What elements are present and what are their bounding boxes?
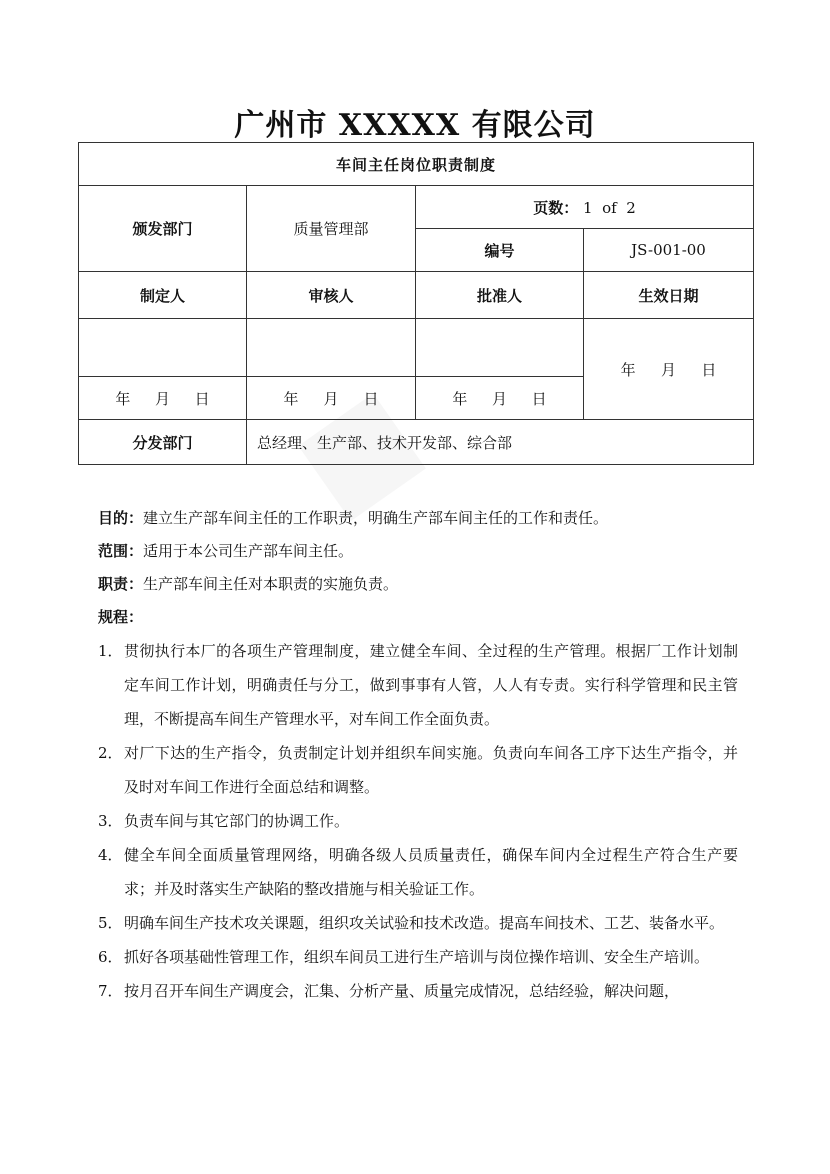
pages-label: 页数： <box>533 198 579 217</box>
number-label: 编号 <box>416 229 584 272</box>
rule-item: 7． 按月召开车间生产调度会，汇集、分析产量、质量完成情况，总结经验，解决问题， <box>98 982 680 1000</box>
drafter-date: 年 月 日 <box>79 377 247 420</box>
effective-date-value: 年 月 日 <box>584 319 754 420</box>
pages-cell <box>416 186 754 229</box>
issue-dept-label: 颁发部门 <box>79 186 247 272</box>
rules-list <box>98 634 738 1008</box>
company-name: 广州市 XXXXX 有限公司 <box>234 108 596 143</box>
approver-date: 年 月 日 <box>416 377 584 420</box>
number-value: JS-001-00 <box>584 229 754 272</box>
rules-label: 规程： <box>98 608 144 626</box>
rule-item: 6． 抓好各项基础性管理工作，组织车间员工进行生产培训与岗位操作培训、安全生产培训。 <box>98 948 710 966</box>
approver-label: 批准人 <box>416 272 584 319</box>
reviewer-signature <box>247 319 416 377</box>
purpose-label: 目的： <box>98 509 144 527</box>
duty-text: 生产部车间主任对本职责的实施负责。 <box>143 575 399 593</box>
approver-signature <box>416 319 584 377</box>
rule-item: 5． 明确车间生产技术攻关课题，组织攻关试验和技术改造。提高车间技术、工艺、装备水平。 <box>98 914 725 932</box>
effective-date-label: 生效日期 <box>584 272 754 319</box>
rules-heading-line <box>98 601 738 634</box>
scope-text: 适用于本公司生产部车间主任。 <box>143 542 354 560</box>
document-body <box>98 502 738 1008</box>
distribution-label: 分发部门 <box>79 420 247 465</box>
rule-item: 2． 对厂下达的生产指令，负责制定计划并组织车间实施。负责向车间各工序下达生产指令，并及时对车间工作进行全面总结和调整。 <box>98 744 738 796</box>
reviewer-label: 审核人 <box>247 272 416 319</box>
drafter-signature <box>79 319 247 377</box>
issue-dept-value: 质量管理部 <box>247 186 416 272</box>
scope-line <box>98 535 738 568</box>
purpose-line <box>98 502 738 535</box>
rule-item: 1． 贯彻执行本厂的各项生产管理制度，建立健全车间、全过程的生产管理。根据厂工作计划制定车间工作计划，明确责任与分工，做到事事有人管，人人有专责。实行科学管理和民主管理，不断提高车间生产管理水平，对车间工作全面负责。 <box>98 642 738 728</box>
rule-item: 4． 健全车间全面质量管理网络，明确各级人员质量责任，确保车间内全过程生产符合生产要求；并及时落实生产缺陷的整改措施与相关验证工作。 <box>98 846 738 898</box>
distribution-value: 总经理、生产部、技术开发部、综合部 <box>247 420 754 465</box>
document-title: 车间主任岗位职责制度 <box>79 143 754 186</box>
duty-label: 职责： <box>98 575 144 593</box>
header-table <box>78 142 754 465</box>
rule-item: 3． 负责车间与其它部门的协调工作。 <box>98 812 350 830</box>
drafter-label: 制定人 <box>79 272 247 319</box>
duty-line <box>98 568 738 601</box>
scope-label: 范围： <box>98 542 144 560</box>
reviewer-date: 年 月 日 <box>247 377 416 420</box>
pages-value: 1 of 2 <box>583 198 636 217</box>
purpose-text: 建立生产部车间主任的工作职责，明确生产部车间主任的工作和责任。 <box>143 509 609 527</box>
